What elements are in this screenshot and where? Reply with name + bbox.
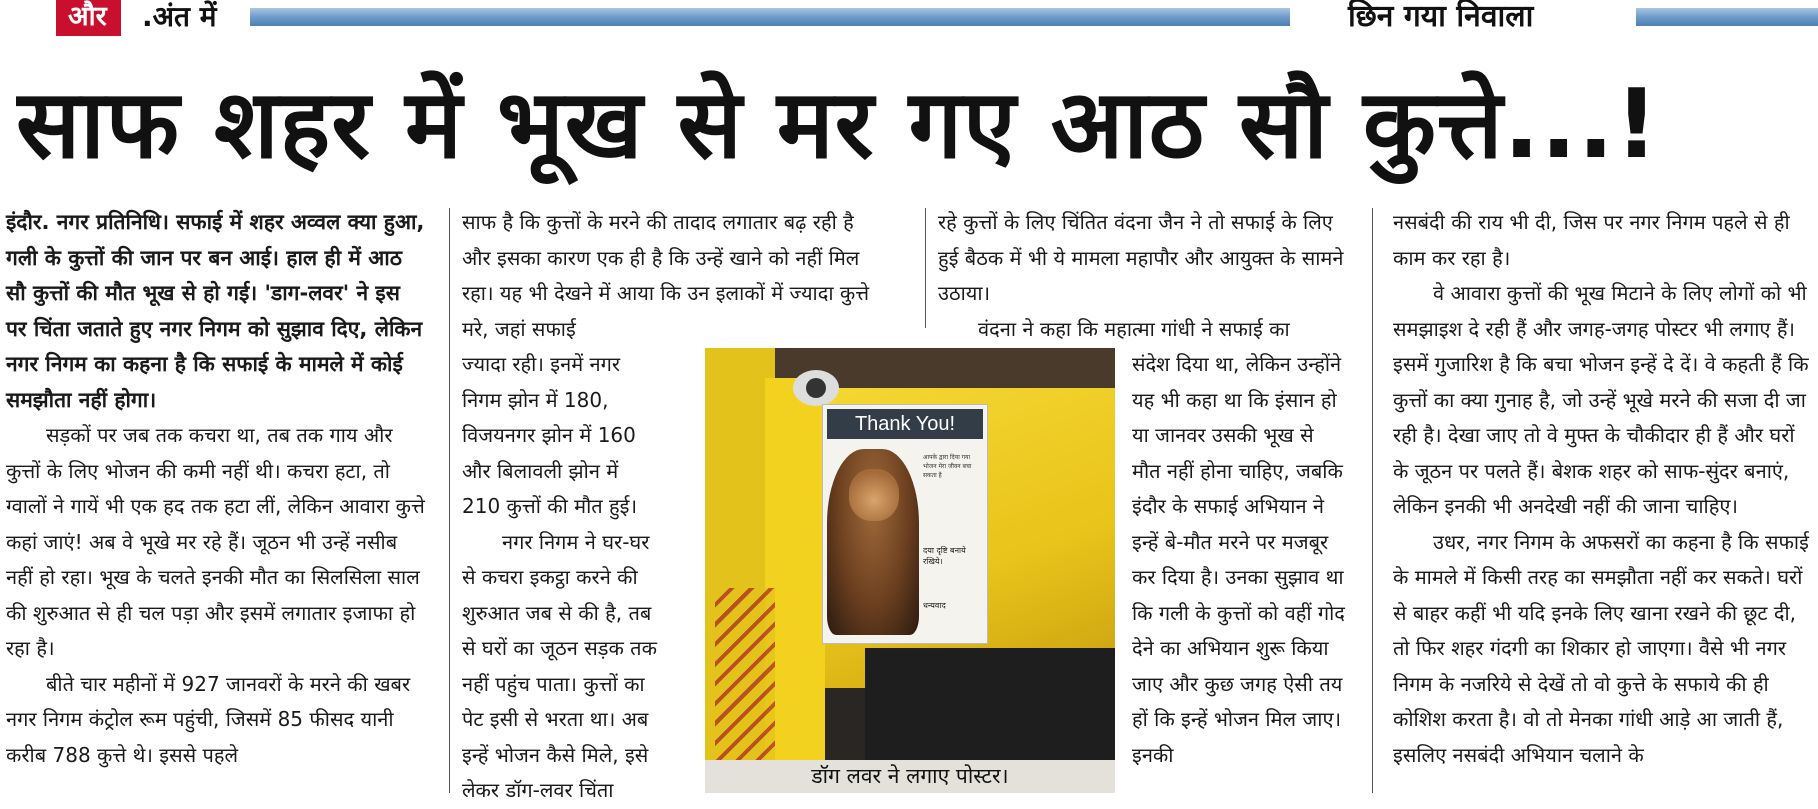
topic-label: छिन गया निवाला xyxy=(1348,0,1534,34)
body-paragraph: उधर, नगर निगम के अफसरों का कहना है कि सफाई के मामले में किसी तरह का समझौता नहीं कर सकते। घरों से बाहर कहीं भी यदि इनके लिए खाना रखने की छूट दी, तो फिर शहर गंदगी का शिकार हो जाएगा। वैसे भी नगर निगम के नजरिये से देखें तो वो कुत्ते के सफाये की ही कोशिश करता है। वो तो मेनका गांधी आड़े आ जाती हैं, इसलिए नसबंदी अभियान चलाने के xyxy=(1393,529,1809,767)
article-column-2-wrap xyxy=(462,347,662,809)
lead-paragraph: इंदौर. नगर प्रतिनिधि। सफाई में शहर अव्वल क्या हुआ, गली के कुत्तों की जान पर बन आई। हाल ही में आठ सौ कुत्तों की मौत भूख से हो गई। 'डाग-लवर' ने इस पर चिंता जताते हुए नगर निगम को सुझाव दिए, लेकिन नगर निगम का कहना है कि सफाई के मामले में कोई समझौता नहीं होगा। xyxy=(6,210,425,412)
body-paragraph: साफ है कि कुत्तों के मरने की तादाद लगातार बढ़ रही है और इसका कारण एक ही है कि उन्हें खाने को नहीं मिल रहा। यह भी देखने में आया कि उन इलाकों में ज्यादा कुत्ते मरे, जहां सफाई xyxy=(462,210,870,341)
headline: साफ शहर में भूख से मर गए आठ सौ कुत्ते...! xyxy=(16,70,1660,180)
photo-wall-writing xyxy=(715,588,775,760)
body-paragraph: सड़कों पर जब तक कचरा था, तब तक गाय और कुत्तों के लिए भोजन की कमी नहीं थी। कचरा हटा, तो ग्वालों ने गायें भी एक हद तक हटा लीं, लेकिन आवारा कुत्ते कहां जाएं! अब वे भूखे मर रहे हैं। जूठन भी उन्हें नसीब नहीं हो रहा। भूख के चलते इनकी मौत का सिलसिला साल की शुरुआत से ही चल पड़ा और इसमें लगातार इजाफा हो रहा है। xyxy=(6,423,425,660)
poster-title: Thank You! xyxy=(827,409,983,439)
article-column-2 xyxy=(462,205,882,347)
article-column-4 xyxy=(1393,205,1813,773)
column-rule xyxy=(1372,208,1373,793)
puppy-image xyxy=(827,449,919,635)
section-subtitle: .अंत में xyxy=(142,0,217,33)
article-column-3-wrap xyxy=(1132,347,1348,773)
header-bar-left xyxy=(250,8,1290,26)
article-column-1 xyxy=(6,205,426,773)
body-paragraph: ज्यादा रही। इनमें नगर निगम झोन में 180, विजयनगर झोन में 160 और बिलावली झोन में 210 कुत्तों की मौत हुई। xyxy=(462,352,638,518)
body-paragraph: संदेश दिया था, लेकिन उन्होंने यह भी कहा था कि इंसान हो या जानवर उसकी भूख से मौत नहीं होना चाहिए, जबकि इंदौर के सफाई अभियान ने इन्हें बे-मौत मरने पर मजबूर कर दिया है। उनका सुझाव था कि गली के कुत्तों को वहीं गोद देने का अभियान शुरू किया जाए और कुछ जगह ऐसी तय हों कि इन्हें भोजन मिल जाए। इनकी xyxy=(1132,352,1345,767)
body-paragraph: नसबंदी की राय भी दी, जिस पर नगर निगम पहले से ही काम कर रहा है। xyxy=(1393,210,1790,270)
column-rule xyxy=(449,208,450,793)
poster-footer: धन्यवाद xyxy=(923,601,946,610)
photo-caption: डॉग लवर ने लगाए पोस्टर। xyxy=(705,760,1115,793)
camera-lens xyxy=(806,378,826,398)
section-tag: और xyxy=(56,0,121,36)
body-paragraph: वे आवारा कुत्तों की भूख मिटाने के लिए लोगों को भी समझाइश दे रही हैं और जगह-जगह पोस्टर भी लगाए हैं। इसमें गुजारिश है कि बचा भोजन इन्हें दे दें। वे कहती हैं कि कुत्तों का क्या गुनाह है, जो उन्हें भूखे मरने की सजा दी जा रही है। देखा जाए तो वे मुफ्त के चौकीदार ही हैं और घरों के जूठन पर पलते हैं। बेशक शहर को साफ-सुंदर बनाएं, लेकिन इनकी भी अनदेखी नहीं की जाना चाहिए। xyxy=(1393,281,1809,518)
body-paragraph: बीते चार महीनों में 927 जानवरों के मरने की खबर नगर निगम कंट्रोल रूम पहुंची, जिसमें 85 फीसद यानी करीब 788 कुत्ते थे। इससे पहले xyxy=(6,671,411,767)
poster-message: आपके द्वारा दिया गया भोजन मेरा जीवन बचा सकता है xyxy=(923,454,972,479)
puppy-face xyxy=(849,469,899,521)
body-paragraph: वंदना ने कहा कि महात्मा गांधी ने सफाई का xyxy=(978,316,1290,341)
news-photo xyxy=(705,348,1115,760)
article-column-3 xyxy=(938,205,1348,347)
body-paragraph: रहे कुत्तों के लिए चिंतित वंदना जैन ने तो सफाई के लिए हुई बैठक में भी ये मामला महापौर और आयुक्त के सामने उठाया। xyxy=(938,210,1344,305)
column-rule xyxy=(925,208,926,328)
poster-plea: दया दृष्टि बनाये रखिये। xyxy=(923,546,966,566)
photo-shadow xyxy=(865,648,1115,760)
header-bar-right xyxy=(1636,8,1818,26)
thank-you-poster xyxy=(822,404,988,644)
body-paragraph: नगर निगम ने घर-घर से कचरा इकट्ठा करने की शुरुआत जब से की है, तब से घरों का जूठन सड़क तक नहीं पहुंच पाता। कुत्तों का पेट इसी से भरता था। अब इन्हें भोजन कैसे मिले, इसे लेकर डॉग-लवर चिंता xyxy=(462,529,657,802)
